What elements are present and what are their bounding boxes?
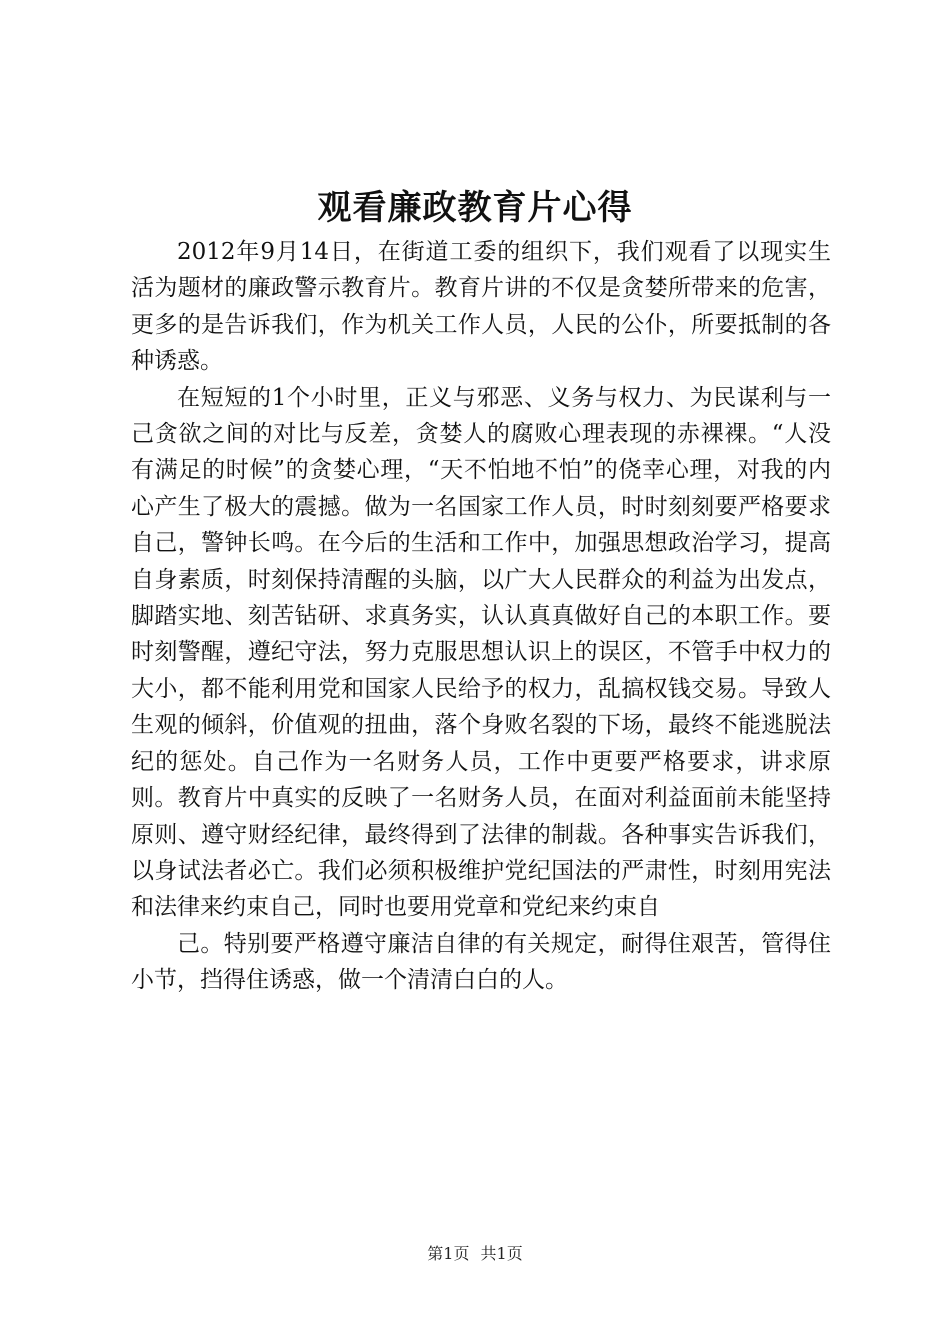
paragraph-2: 在短短的1个小时里，正义与邪恶、义务与权力、为民谋利与一己贪欲之间的对比与反差，贪婪人的腐败心理表现的赤裸裸。“人没有满足的时候”的贪婪心理，“天不怕地不怕”的侥幸心理，对我的内心产生了极大的震撼。做为一名国家工作人员，时时刻刻要严格要求自己，警钟长鸣。在今后的生活和工作中，加强思想政治学习，提高自身素质，时刻保持清醒的头脑，以广大人民群众的利益为出发点，脚踏实地、刻苦钻研、求真务实，认认真真做好自己的本职工作。要时刻警醒，遵纪守法，努力克服思想认识上的误区，不管手中权力的大小，都不能利用党和国家人民给予的权力，乱搞权钱交易。导致人生观的倾斜，价值观的扭曲，落个身败名裂的下场，最终不能逃脱法纪的惩处。自己作为一名财务人员，工作中更要严格要求，讲求原则。教育片中真实的反映了一名财务人员，在面对利益面前未能坚持原则、遵守财经纪律，最终得到了法律的制裁。各种事实告诉我们，以身试法者必亡。我们必须积极维护党纪国法的严肃性，时刻用宪法和法律来约束自己，同时也要用党章和党纪来约束自 [131, 384, 831, 921]
paragraph-3: 己。特别要严格遵守廉洁自律的有关规定，耐得住艰苦，管得住小节，挡得住诱惑，做一个清清白白的人。 [131, 930, 831, 994]
document-title: 观看廉政教育片心得 [317, 188, 633, 228]
page-footer [0, 1242, 950, 1266]
page-total: 共1页 [480, 1244, 523, 1263]
paragraph-1: 2012年9月14日，在街道工委的组织下，我们观看了以现实生活为题材的廉政警示教育片。教育片讲的不仅是贪婪所带来的危害，更多的是告诉我们，作为机关工作人员，人民的公仆，所要抵制的各种诱惑。 [131, 239, 831, 375]
page-number: 第1页 [427, 1244, 470, 1263]
document-body [131, 234, 831, 999]
